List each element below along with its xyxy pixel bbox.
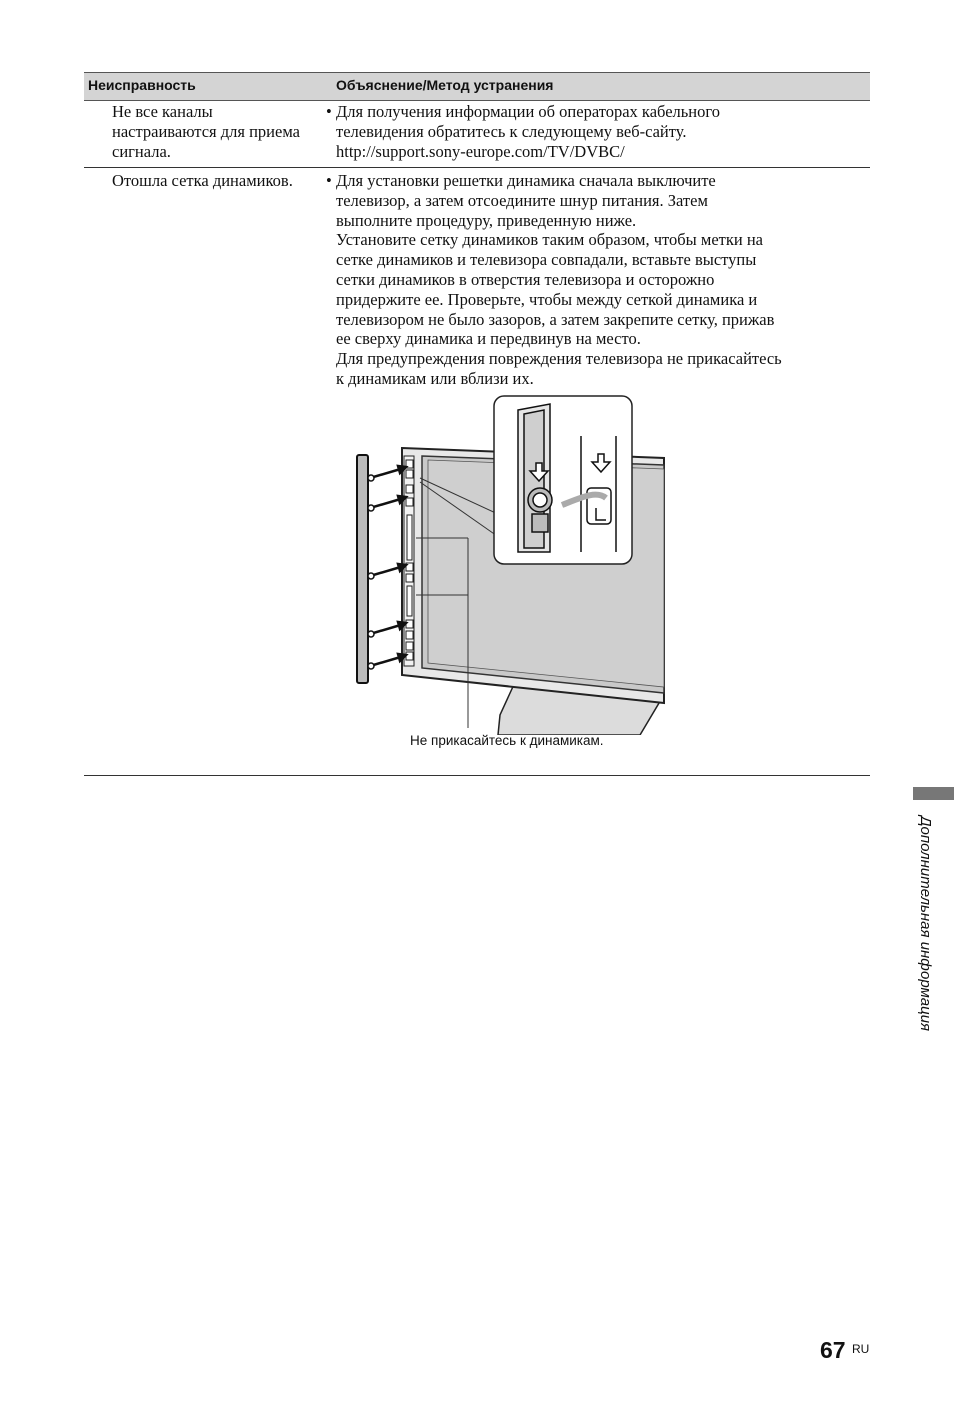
bullet: • — [326, 171, 332, 190]
section-tab-marker — [913, 787, 954, 800]
problem-line: Не все каналы — [112, 102, 213, 121]
solution-cell — [326, 171, 866, 389]
page-language: RU — [852, 1342, 870, 1356]
solution-line: Для установки решетки динамика сначала выключите — [336, 171, 716, 190]
solution-line: к динамикам или вблизи их. — [336, 368, 534, 388]
solution-line: телевизор, а затем отсоедините шнур питания. Затем — [336, 190, 708, 210]
problem-cell — [112, 102, 300, 161]
problem-line: Отошла сетка динамиков. — [112, 171, 293, 190]
solution-line: Установите сетку динамиков таким образом, чтобы метки на — [336, 230, 763, 250]
solution-line: Для получения информации об операторах кабельного — [336, 102, 720, 121]
solution-cell — [326, 102, 866, 161]
problem-line: настраиваются для приема — [112, 121, 300, 141]
speaker-grille — [357, 455, 368, 683]
header-solution: Объяснение/Метод устранения — [336, 77, 554, 93]
solution-line: телевизором не было зазоров, а затем закрепите сетку, прижав — [336, 309, 775, 329]
side-section-label-text: Дополнительная информация — [917, 816, 934, 1032]
speaker-grille-illustration — [340, 390, 670, 735]
table-row — [84, 101, 870, 168]
solution-line: ее сверху динамика и передвинув на место. — [336, 329, 641, 349]
bullet: • — [326, 102, 332, 121]
insert-arrows — [368, 466, 406, 669]
table-header — [84, 72, 870, 101]
solution-line: сетке динамиков и телевизора совпадали, вставьте выступы — [336, 250, 757, 270]
solution-line: телевидения обратитесь к следующему веб-сайту. — [336, 121, 687, 141]
problem-line: сигнала. — [112, 141, 171, 161]
problem-cell — [112, 171, 293, 191]
page-number: 67 — [820, 1337, 846, 1363]
solution-line: Для предупреждения повреждения телевизора не прикасайтесь — [336, 349, 782, 369]
solution-line: сетки динамиков в отверстия телевизора и осторожно — [336, 269, 715, 289]
solution-line: выполните процедуру, приведенную ниже. — [336, 210, 637, 230]
solution-line: придержите ее. Проверьте, чтобы между сеткой динамика и — [336, 289, 758, 309]
solution-line: http://support.sony-europe.com/TV/DVBC/ — [336, 141, 625, 161]
side-section-label — [908, 816, 938, 1096]
header-problem: Неисправность — [88, 77, 196, 93]
illustration-caption: Не прикасайтесь к динамикам. — [410, 733, 604, 748]
detail-inset — [494, 396, 632, 564]
